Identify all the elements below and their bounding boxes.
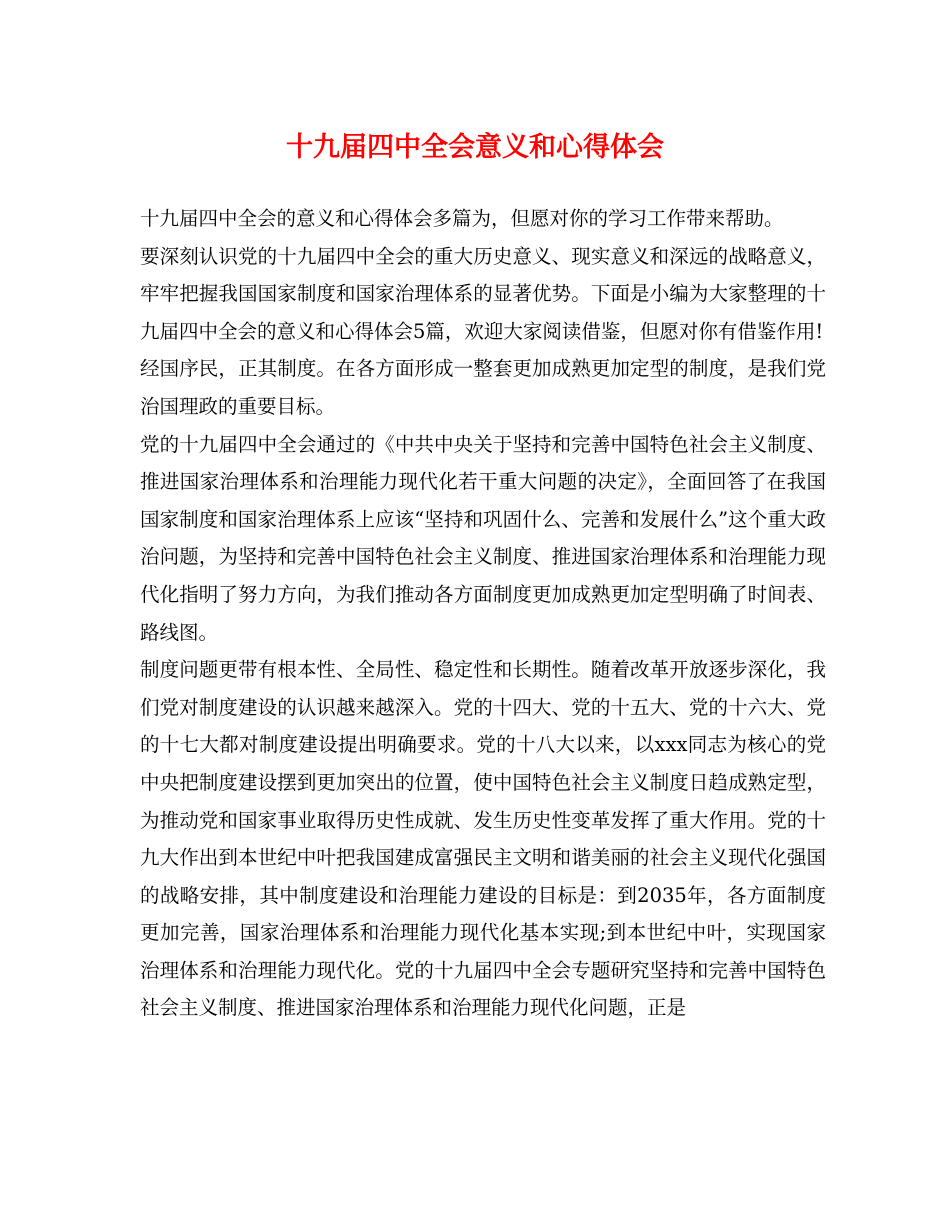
document-title: 十九届四中全会意义和心得体会 [286,132,664,163]
paragraph-intro: 十九届四中全会的意义和心得体会多篇为，但愿对你的学习工作带来帮助。 [140,207,784,230]
paragraph-governance-goal: 经国序民，正其制度。在各方面形成一整套更加成熟更加定型的制度，是我们党治国理政的重要目标。 [140,357,826,418]
paragraph-significance: 要深刻认识党的十九届四中全会的重大历史意义、现实意义和深远的战略意义，牢牢把握我国国家制度和国家治理体系的显著优势。下面是小编为大家整理的十九届四中全会的意义和心得体会5篇，欢迎大家阅读借鉴，但愿对你有借鉴作用! [140,244,826,343]
paragraph-institution-building: 制度问题更带有根本性、全局性、稳定性和长期性。随着改革开放逐步深化，我们党对制度建设的认识越来越深入。党的十四大、党的十五大、党的十六大、党的十七大都对制度建设提出明确要求。党的十八大以来，以xxx同志为核心的党中央把制度建设摆到更加突出的位置，使中国特色社会主义制度日趋成熟定型，为推动党和国家事业取得历史性成就、发生历史性变革发挥了重大作用。党的十九大作出到本世纪中叶把我国建成富强民主文明和谐美丽的社会主义现代化强国的战略安排，其中制度建设和治理能力建设的目标是：到2035年，各方面制度更加完善，国家治理体系和治理能力现代化基本实现;到本世纪中叶，实现国家治理体系和治理能力现代化。党的十九届四中全会专题研究坚持和完善中国特色社会主义制度、推进国家治理体系和治理能力现代化问题，正是 [140,658,826,1020]
paragraph-decision: 党的十九届四中全会通过的《中共中央关于坚持和完善中国特色社会主义制度、推进国家治理体系和治理能力现代化若干重大问题的决定》，全面回答了在我国国家制度和国家治理体系上应该“坚持和巩固什么、完善和发展什么”这个重大政治问题，为坚持和完善中国特色社会主义制度、推进国家治理体系和治理能力现代化指明了努力方向，为我们推动各方面制度更加成熟更加定型明确了时间表、路线图。 [140,432,826,644]
document-body [140,200,826,1027]
